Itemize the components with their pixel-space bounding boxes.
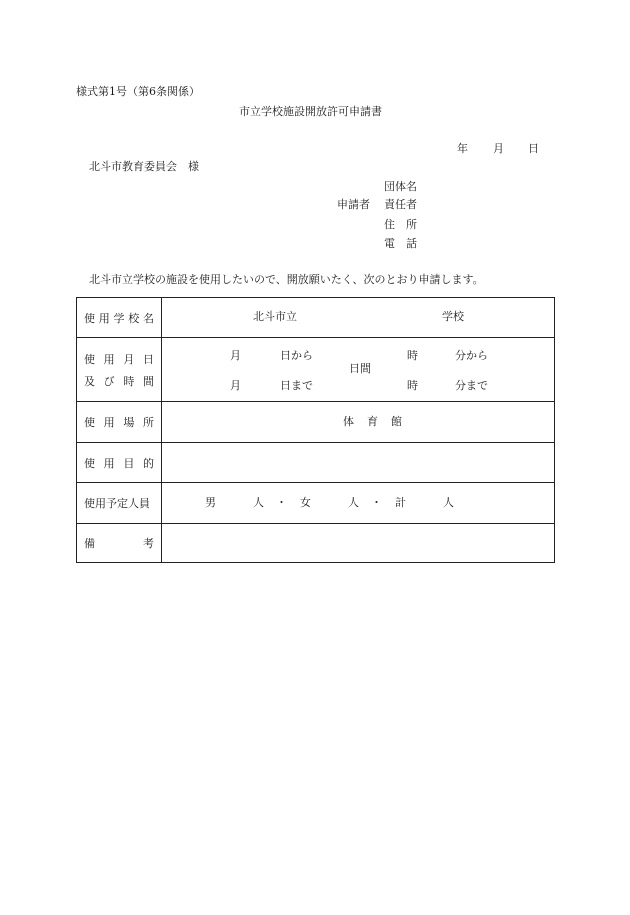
from-day: 日から (280, 349, 313, 362)
female-label: 女 (300, 496, 311, 509)
total-label: 計 (395, 496, 406, 509)
date-month: 月 (493, 142, 504, 155)
date-year: 年 (457, 142, 468, 155)
to-day: 日まで (280, 379, 313, 392)
total-person-unit: 人 (443, 496, 454, 509)
field-people[interactable] (162, 483, 555, 524)
to-month: 月 (230, 379, 241, 392)
field-place[interactable] (162, 402, 555, 443)
place-value-3: 館 (391, 415, 402, 428)
field-remarks[interactable] (162, 524, 555, 563)
to-minute: 分まで (455, 379, 488, 392)
from-month: 月 (230, 349, 241, 362)
date-day: 日 (528, 142, 539, 155)
label-purpose: 使 用 目 的 (77, 443, 162, 483)
applicant-heading: 申請者 (337, 198, 370, 211)
label-school-name: 使 用 学 校 名 (77, 298, 162, 338)
from-minute: 分から (455, 349, 488, 362)
male-label: 男 (205, 496, 216, 509)
school-suffix: 学校 (442, 310, 464, 323)
place-value-1: 体 (343, 415, 354, 428)
field-date-time[interactable] (162, 338, 555, 402)
table-row-people (77, 483, 555, 524)
separator-dot-1: ・ (276, 496, 287, 509)
table-row-school (77, 298, 555, 338)
table-row-remarks (77, 524, 555, 563)
label-people: 使用予定人員 (77, 483, 162, 524)
table-row-datetime (77, 338, 555, 402)
to-hour: 時 (407, 379, 418, 392)
label-remarks: 備 考 (77, 524, 162, 563)
intro-text: 北斗市立学校の施設を使用したいので、開放願いたく、次のとおり申請します。 (89, 273, 484, 286)
applicant-address-label: 住 所 (384, 218, 417, 231)
days-count: 日間 (349, 362, 371, 375)
field-purpose[interactable] (162, 443, 555, 483)
application-table (76, 297, 555, 563)
label-date-time: 使 用 月 日 及 び 時 間 (77, 338, 162, 402)
form-title: 市立学校施設開放許可申請書 (239, 105, 382, 118)
school-city-prefix: 北斗市立 (253, 310, 297, 323)
table-row-purpose (77, 443, 555, 483)
applicant-responsible-label: 責任者 (384, 198, 417, 211)
addressee: 北斗市教育委員会 様 (89, 160, 199, 173)
label-place: 使 用 場 所 (77, 402, 162, 443)
separator-dot-2: ・ (371, 496, 382, 509)
field-school-name[interactable] (162, 298, 555, 338)
female-person-unit: 人 (348, 496, 359, 509)
applicant-group-name-label: 団体名 (384, 180, 417, 193)
from-hour: 時 (407, 349, 418, 362)
table-row-place (77, 402, 555, 443)
form-number: 様式第1号（第6条関係） (76, 85, 200, 98)
place-value-2: 育 (367, 415, 378, 428)
applicant-phone-label: 電 話 (384, 237, 417, 250)
male-person-unit: 人 (253, 496, 264, 509)
